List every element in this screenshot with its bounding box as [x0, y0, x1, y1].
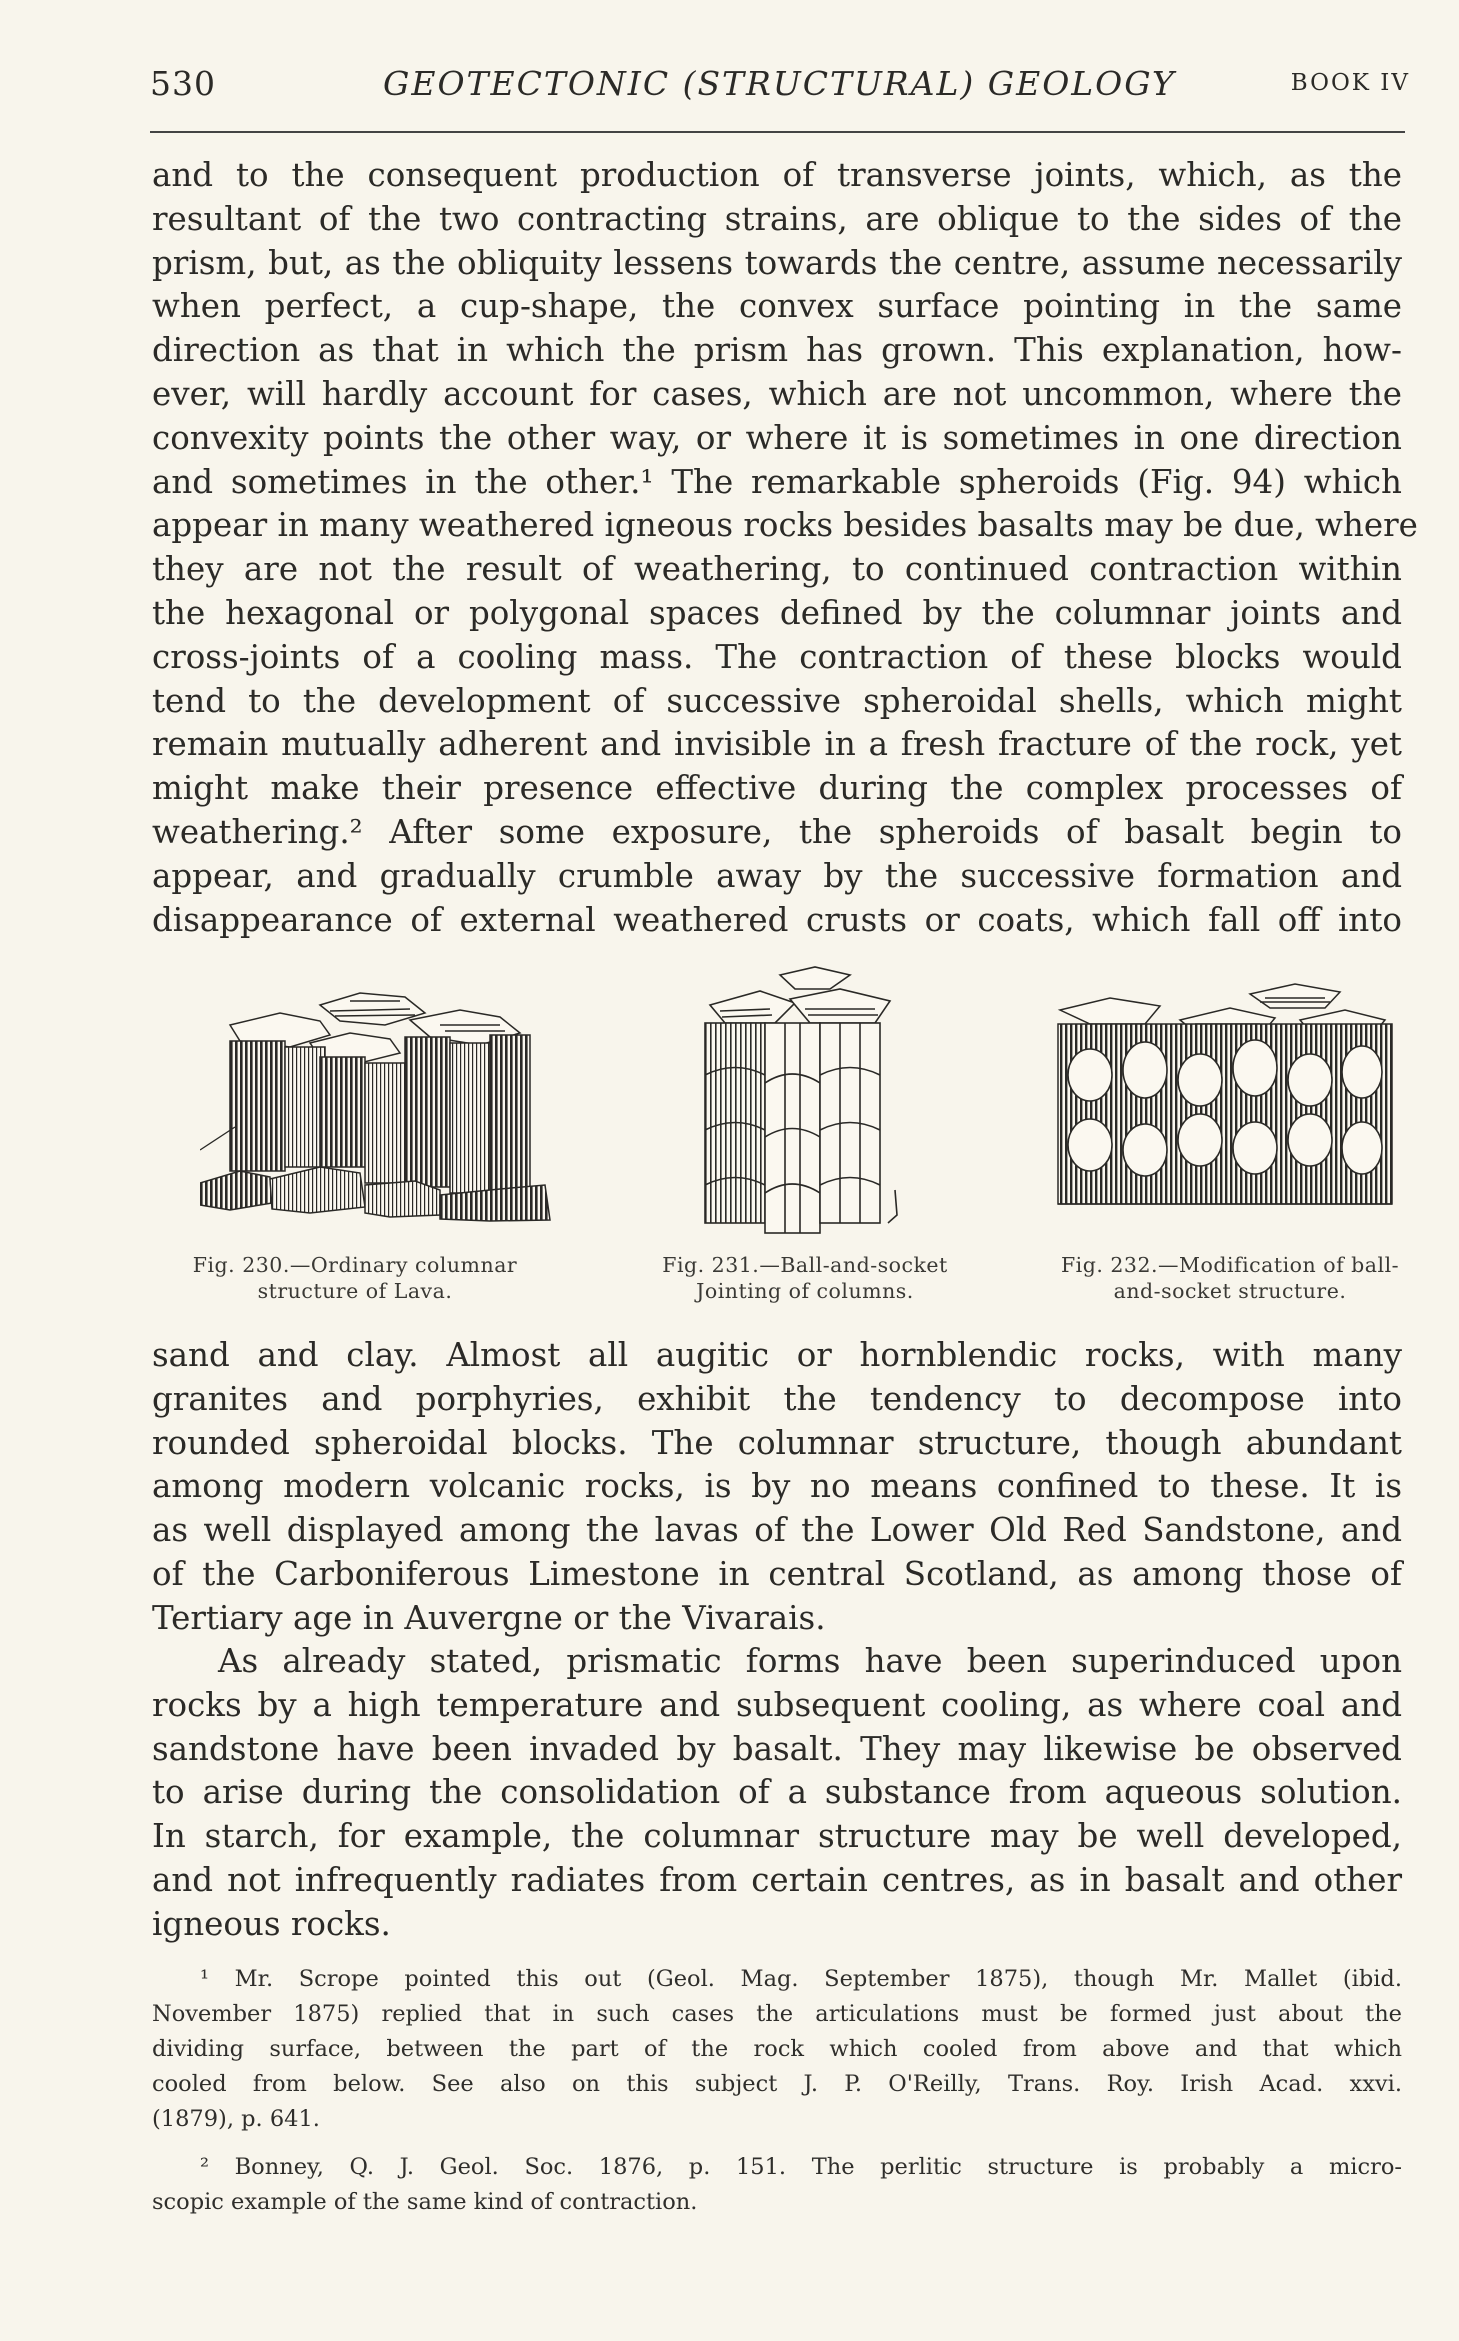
- text-line: direction as that in which the prism has grown. This explanation, how-: [152, 331, 1402, 370]
- caption-line: and-socket structure.: [1113, 1279, 1347, 1303]
- text-line: convexity points the other way, or where it is sometimes in one direction: [152, 418, 1402, 457]
- text-line: of the Carboniferous Limestone in central Scotland, as among those of: [152, 1554, 1402, 1593]
- text-line: and sometimes in the other.¹ The remarkable spheroids (Fig. 94) which: [152, 462, 1402, 501]
- text-line: when perfect, a cup-shape, the convex surface pointing in the same: [152, 287, 1402, 326]
- text-line: among modern volcanic rocks, is by no means confined to these. It is: [152, 1467, 1402, 1506]
- footnote-line: scopic example of the same kind of contraction.: [152, 2189, 698, 2215]
- text-line: In starch, for example, the columnar structure may be well developed,: [152, 1817, 1402, 1856]
- caption-line: Fig. 231.—Ball-and-socket: [662, 1253, 948, 1277]
- text-line: igneous rocks.: [152, 1904, 391, 1943]
- footnote-line: cooled from below. See also on this subject J. P. O'Reilly, Trans. Roy. Irish Acad. xxvi.: [152, 2071, 1402, 2097]
- text-line: disappearance of external weathered crusts or coats, which fall off into: [152, 900, 1402, 939]
- figure-230-caption: [150, 1252, 560, 1304]
- footnote-line: ¹ Mr. Scrope pointed this out (Geol. Mag. September 1875), though Mr. Mallet (ibid.: [200, 1966, 1402, 1992]
- caption-line: structure of Lava.: [257, 1279, 453, 1303]
- figure-231-illustration: [690, 965, 930, 1235]
- text-line: they are not the result of weathering, to continued contraction within: [152, 550, 1402, 589]
- text-line: sandstone have been invaded by basalt. They may likewise be observed: [152, 1729, 1402, 1768]
- text-line: and not infrequently radiates from certain centres, as in basalt and other: [152, 1860, 1402, 1899]
- figure-232-caption: [1030, 1252, 1430, 1304]
- text-line: remain mutually adherent and invisible in a fresh fracture of the rock, yet: [152, 725, 1402, 764]
- paragraph-2: [152, 1334, 1402, 1641]
- text-line: tend to the development of successive spheroidal shells, which might: [152, 681, 1402, 720]
- text-line: Tertiary age in Auvergne or the Vivarais.: [152, 1598, 826, 1637]
- footnote-line: dividing surface, between the part of the rock which cooled from above and that which: [152, 2036, 1402, 2062]
- caption-line: Jointing of columns.: [696, 1279, 914, 1303]
- footnote-2: [152, 2150, 1402, 2220]
- paragraph-1: [152, 154, 1418, 942]
- figure-232-illustration: [1050, 980, 1400, 1230]
- text-line: prism, but, as the obliquity lessens towards the centre, assume necessarily: [152, 243, 1402, 282]
- caption-line: Fig. 232.—Modification of ball-: [1060, 1253, 1400, 1277]
- footnote-1: [152, 1962, 1402, 2137]
- figure-230-illustration: [200, 985, 560, 1225]
- text-line: granites and porphyries, exhibit the tendency to decompose into: [152, 1379, 1402, 1418]
- text-line: as well displayed among the lavas of the Lower Old Red Sandstone, and: [152, 1511, 1402, 1550]
- text-line: appear, and gradually crumble away by the successive formation and: [152, 856, 1402, 895]
- paragraph-3: [152, 1640, 1402, 1947]
- footnote-line: ² Bonney, Q. J. Geol. Soc. 1876, p. 151. The perlitic structure is probably a micro-: [200, 2154, 1402, 2180]
- page-number: 530: [150, 64, 216, 103]
- text-line: might make their presence effective during the complex processes of: [152, 769, 1402, 808]
- text-line: As already stated, prismatic forms have been superinduced upon: [218, 1642, 1402, 1680]
- text-line: the hexagonal or polygonal spaces defined by the columnar joints and: [152, 593, 1402, 632]
- text-line: rocks by a high temperature and subsequent cooling, as where coal and: [152, 1685, 1402, 1724]
- text-line: appear in many weathered igneous rocks besides basalts may be due, where: [152, 506, 1418, 545]
- running-header: [150, 64, 1410, 114]
- figure-231-caption: [600, 1252, 1010, 1304]
- header-rule: [150, 131, 1405, 133]
- text-line: sand and clay. Almost all augitic or hornblendic rocks, with many: [152, 1336, 1402, 1374]
- text-line: and to the consequent production of transverse joints, which, as the: [152, 156, 1402, 194]
- text-line: resultant of the two contracting strains, are oblique to the sides of the: [152, 199, 1402, 238]
- caption-line: Fig. 230.—Ordinary columnar: [192, 1253, 518, 1277]
- running-title: GEOTECTONIC (STRUCTURAL) GEOLOGY: [383, 64, 1176, 103]
- text-line: weathering.² After some exposure, the spheroids of basalt begin to: [152, 812, 1402, 851]
- footnote-line: (1879), p. 641.: [152, 2106, 320, 2132]
- text-line: to arise during the consolidation of a substance from aqueous solution.: [152, 1773, 1402, 1812]
- text-line: cross-joints of a cooling mass. The contraction of these blocks would: [152, 637, 1402, 676]
- footnote-line: November 1875) replied that in such cases the articulations must be formed just about the: [152, 2001, 1402, 2027]
- text-line: rounded spheroidal blocks. The columnar structure, though abundant: [152, 1423, 1402, 1462]
- text-line: ever, will hardly account for cases, which are not uncommon, where the: [152, 374, 1402, 413]
- book-label: BOOK IV: [1290, 70, 1410, 96]
